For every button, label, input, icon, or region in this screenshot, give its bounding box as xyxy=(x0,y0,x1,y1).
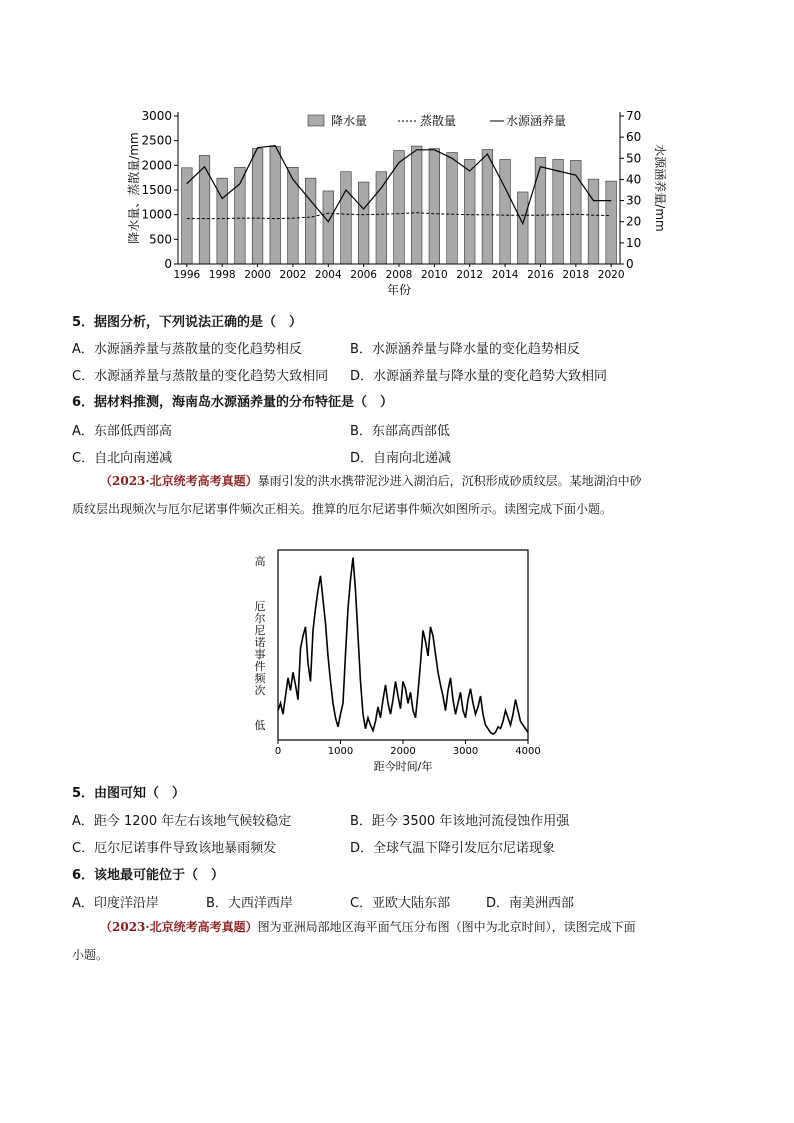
precip-bar xyxy=(376,172,387,264)
tick-labels xyxy=(275,740,541,757)
precip-bar xyxy=(235,167,246,264)
precip-bar xyxy=(323,191,334,264)
el-nino-chart xyxy=(240,540,550,775)
q6b-option-d[interactable]: D．南美洲西部 xyxy=(486,896,575,911)
x-tick: 2002 xyxy=(279,269,307,281)
precip-bar xyxy=(199,155,210,264)
legend-precip: 降水量 xyxy=(331,114,368,128)
precip-bar xyxy=(500,159,511,264)
y-right-tick: 30 xyxy=(626,193,642,208)
x-tick: 0 xyxy=(274,746,282,757)
x-tick: 2008 xyxy=(385,269,413,281)
y-right-tick: 40 xyxy=(626,172,642,187)
y-left-tick: 1500 xyxy=(141,183,172,197)
precip-bar xyxy=(358,182,369,264)
legend-evap: 蒸散量 xyxy=(420,114,457,128)
q5-option-d[interactable]: D．水源涵养量与降水量的变化趋势大致相同 xyxy=(350,369,608,384)
passage-text: 小题。 xyxy=(72,948,109,962)
precip-bar xyxy=(305,178,316,264)
y-left-tick: 3000 xyxy=(141,109,172,123)
x-tick: 1000 xyxy=(327,746,354,757)
plot-frame xyxy=(278,550,528,740)
precipitation-chart xyxy=(120,104,667,302)
tick-labels xyxy=(141,109,641,281)
el-nino-frequency-line xyxy=(278,558,528,735)
y-left-tick: 1000 xyxy=(141,207,172,222)
precip-bar xyxy=(517,192,528,264)
q5b-option-d[interactable]: D．全球气温下降引发厄尔尼诺现象 xyxy=(350,841,556,856)
precip-bars xyxy=(182,146,617,264)
y-right-tick: 60 xyxy=(626,130,642,145)
precip-bar xyxy=(553,159,564,264)
q5-option-c[interactable]: C．水源涵养量与蒸散量的变化趋势大致相同 xyxy=(72,369,329,384)
precip-bar xyxy=(429,149,440,264)
y-right-tick: 0 xyxy=(626,257,634,271)
y-high-label: 高 xyxy=(254,555,266,568)
passage-text: 图为亚洲局部地区海平面气压分布图（图中为北京时间），读图完成下面 xyxy=(257,920,636,934)
x-tick: 2016 xyxy=(527,269,554,281)
precip-bar xyxy=(447,153,458,264)
question-6a: 6．据材料推测，海南岛水源涵养量的分布特征是（ ） xyxy=(72,395,394,410)
x-tick: 1996 xyxy=(173,269,201,281)
q6b-option-a[interactable]: A．印度洋沿岸 xyxy=(72,896,159,911)
source-tag: （2023·北京统考高考真题） xyxy=(100,920,258,934)
x-tick: 2000 xyxy=(244,269,271,281)
q6b-option-b[interactable]: B．大西洋西岸 xyxy=(206,896,293,911)
precip-bar xyxy=(411,146,422,264)
x-tick: 3000 xyxy=(452,746,479,757)
y-low-label: 低 xyxy=(254,719,266,732)
x-tick: 2012 xyxy=(456,269,484,281)
q5b-option-c[interactable]: C．厄尔尼诺事件导致该地暴雨频发 xyxy=(72,841,277,856)
passage-text: 暴雨引发的洪水携带泥沙进入湖泊后，沉积形成砂质纹层。某地湖泊中砂 xyxy=(257,474,642,488)
q6-option-b[interactable]: B．东部高西部低 xyxy=(350,424,450,439)
precip-bar xyxy=(288,167,299,264)
passage-2 xyxy=(72,913,732,969)
precip-bar xyxy=(482,150,493,264)
precip-bar xyxy=(606,181,617,264)
precip-bar xyxy=(270,147,281,264)
x-label: 年份 xyxy=(386,283,412,297)
source-tag: （2023·北京统考高考真题） xyxy=(100,474,258,488)
precip-bar xyxy=(535,157,546,264)
y-right-tick: 50 xyxy=(626,151,642,166)
x-tick: 2010 xyxy=(420,269,448,281)
precip-bar xyxy=(182,168,193,264)
q5-option-a[interactable]: A．水源涵养量与蒸散量的变化趋势相反 xyxy=(72,342,302,357)
y-axis-title: 厄尔尼诺事件频次 xyxy=(254,600,266,697)
y-label xyxy=(255,600,267,697)
question-6b: 6．该地最可能位于（ ） xyxy=(72,868,225,883)
x-tick: 2004 xyxy=(314,269,342,281)
y-right-tick: 20 xyxy=(626,214,642,229)
x-tick: 2006 xyxy=(350,269,378,281)
y-left-label: 降水量、蒸散量/mm xyxy=(127,132,141,244)
x-tick: 2020 xyxy=(597,269,625,281)
precip-bar xyxy=(341,172,352,264)
passage-text: 质纹层出现频次与厄尔尼诺事件频次正相关。推算的厄尔尼诺事件频次如图所示。读图完成下面小题。 xyxy=(72,502,613,516)
x-tick: 2018 xyxy=(562,269,590,281)
y-left-tick: 2500 xyxy=(141,133,172,148)
precip-bar xyxy=(252,149,263,264)
x-tick: 4000 xyxy=(515,746,541,757)
y-left-tick: 2000 xyxy=(141,158,172,173)
x-tick: 2014 xyxy=(491,269,519,281)
q6-option-c[interactable]: C．自北向南递减 xyxy=(72,451,173,466)
y-left-tick: 0 xyxy=(164,257,172,271)
legend-bar-swatch xyxy=(308,115,324,126)
q5b-option-a[interactable]: A．距今 1200 年左右该地气候较稳定 xyxy=(72,814,292,829)
legend-water: 水源涵养量 xyxy=(506,114,567,128)
question-5b: 5．由图可知（ ） xyxy=(72,786,186,801)
q6b-option-c[interactable]: C．亚欧大陆东部 xyxy=(350,896,451,911)
precip-bar xyxy=(464,159,475,264)
y-right-tick: 10 xyxy=(626,235,642,250)
y-right-label: 水源涵养量/mm xyxy=(653,144,667,232)
y-right-tick: 70 xyxy=(626,109,642,123)
q6-option-d[interactable]: D．自南向北递减 xyxy=(350,451,452,466)
precip-bar xyxy=(588,179,599,264)
q5-option-b[interactable]: B．水源涵养量与降水量的变化趋势相反 xyxy=(350,342,580,357)
q5b-option-b[interactable]: B．距今 3500 年该地河流侵蚀作用强 xyxy=(350,814,570,829)
x-tick: 2000 xyxy=(390,746,416,757)
q6-option-a[interactable]: A．东部低西部高 xyxy=(72,424,172,439)
y-left-tick: 500 xyxy=(149,232,172,247)
question-5a: 5．据图分析，下列说法正确的是（ ） xyxy=(72,315,303,330)
x-tick: 1998 xyxy=(208,269,236,281)
x-label: 距今时间/年 xyxy=(373,760,433,773)
passage-1 xyxy=(72,467,732,523)
